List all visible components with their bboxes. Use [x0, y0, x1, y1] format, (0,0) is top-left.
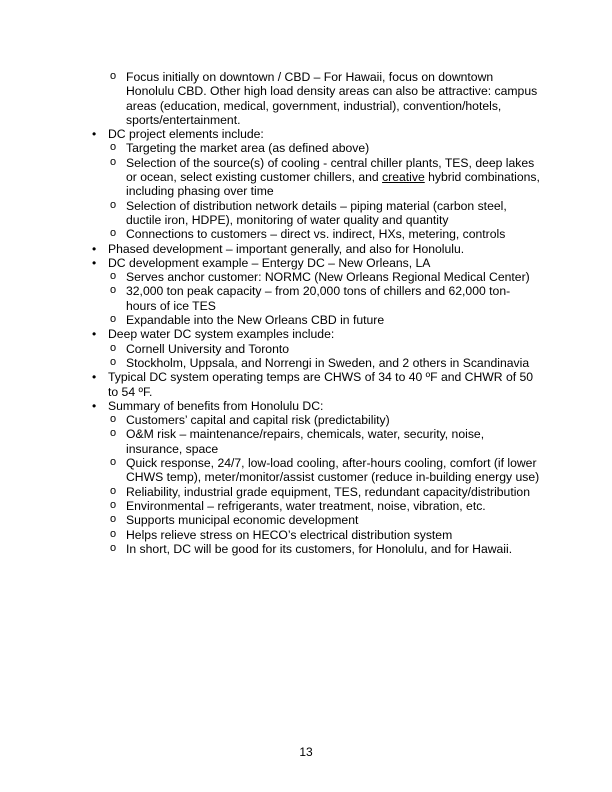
sub-bullet-environmental: o Environmental – refrigerants, water treatment, noise, vibration, etc.: [0, 499, 540, 513]
text-segment: Selection of the source(s) of cooling - central chiller plants, TES, deep lakes or ocean, select existing customer chillers, and: [126, 155, 535, 185]
underlined-word: creative: [382, 170, 425, 185]
sub-bullet-om-risk: o O&M risk – maintenance/repairs, chemicals, water, security, noise, insurance, space: [0, 427, 540, 456]
sub-bullet-in-short: o In short, DC will be good for its customers, for Honolulu, and for Hawaii.: [0, 542, 540, 556]
sub-bullet-capital-risk: o Customers’ capital and capital risk (predictability): [0, 413, 540, 427]
sub-bullet-focus-downtown: o Focus initially on downtown / CBD – For Hawaii, focus on downtown Honolulu CBD. Other high load density areas can also be attractive: campus areas (education, medical, government, industrial), convention/hotels, sports/entertainment.: [0, 70, 540, 127]
sub-bullet-quick-response: o Quick response, 24/7, low-load cooling, after-hours cooling, comfort (if lower CHWS temp), meter/monitor/assist customer (reduce in-building energy use): [0, 456, 540, 485]
bullet-list: [0, 70, 612, 556]
bullet-deep-water-examples: • Deep water DC system examples include:: [0, 327, 544, 341]
bullet-dc-project-elements: • DC project elements include:: [0, 127, 544, 141]
bullet-dc-development-example: • DC development example – Entergy DC – New Orleans, LA: [0, 256, 544, 270]
bullet-operating-temps: • Typical DC system operating temps are CHWS of 34 to 40 ºF and CHWR of 50 to 54 ºF.: [0, 370, 544, 399]
page-number: 13: [299, 745, 313, 759]
sub-bullet-heco-stress: o Helps relieve stress on HECO’s electrical distribution system: [0, 528, 540, 542]
sub-bullet-cornell-toronto: o Cornell University and Toronto: [0, 342, 540, 356]
bullet-phased-development: • Phased development – important generally, and also for Honolulu.: [0, 242, 544, 256]
text-segment: hybrid combinations, including phasing over time: [126, 170, 540, 199]
sub-bullet-selection-source: [0, 156, 540, 199]
sub-bullet-stockholm: o Stockholm, Uppsala, and Norrengi in Sweden, and 2 others in Scandinavia: [0, 356, 540, 370]
sub-bullet-peak-capacity: o 32,000 ton peak capacity – from 20,000 tons of chillers and 62,000 ton-hours of ice TES: [0, 284, 540, 313]
bullet-summary-benefits: • Summary of benefits from Honolulu DC:: [0, 399, 544, 413]
sub-bullet-anchor-customer: o Serves anchor customer: NORMC (New Orleans Regional Medical Center): [0, 270, 540, 284]
sub-bullet-reliability: o Reliability, industrial grade equipment, TES, redundant capacity/distribution: [0, 485, 540, 499]
sub-bullet-targeting-market: o Targeting the market area (as defined above): [0, 141, 540, 155]
sub-bullet-distribution-network: o Selection of distribution network details – piping material (carbon steel, ductile iron, HDPE), monitoring of water quality and quantity: [0, 199, 540, 228]
sub-bullet-municipal-development: o Supports municipal economic development: [0, 513, 540, 527]
sub-bullet-connections: o Connections to customers – direct vs. indirect, HXs, metering, controls: [0, 227, 540, 241]
sub-bullet-expandable: o Expandable into the New Orleans CBD in future: [0, 313, 540, 327]
